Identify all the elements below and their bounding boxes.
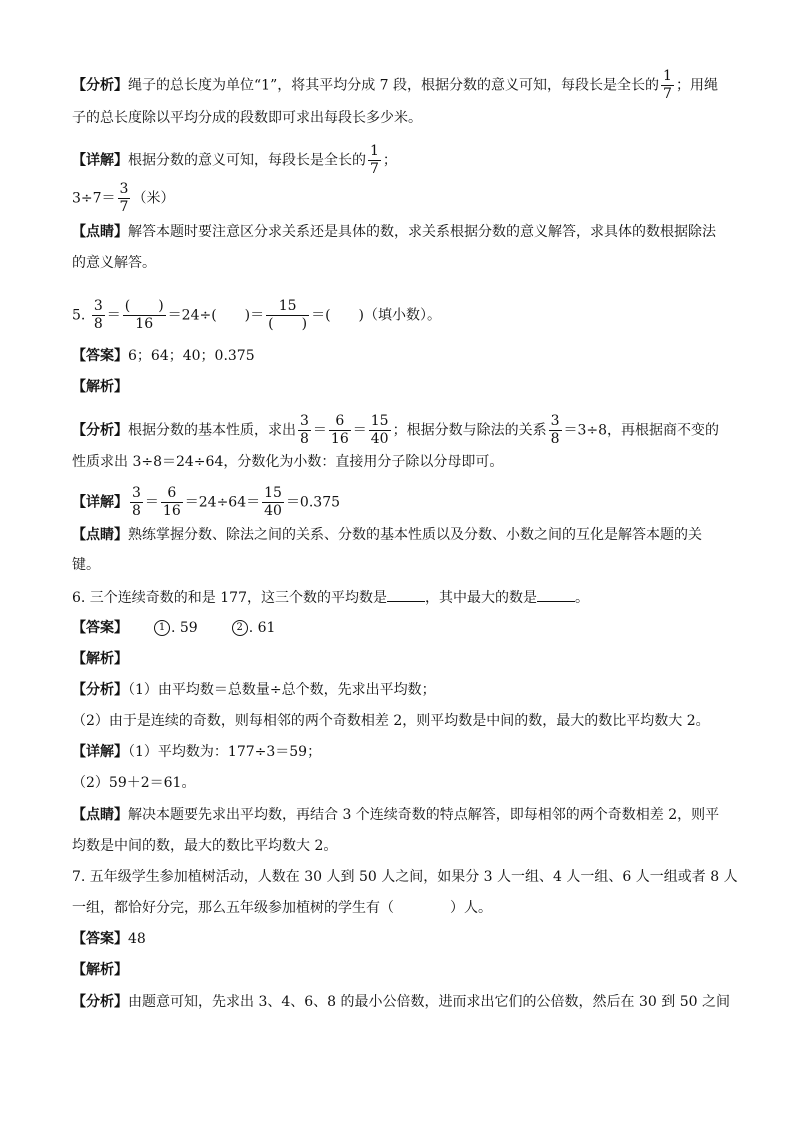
equals: ＝ [312,422,327,439]
fraction: $\frac{15}{40}$ [264,485,282,519]
tag-analysis: 【分析】 [72,682,128,698]
text: ＝0.375 [285,494,341,511]
equals: ＝ [106,307,121,324]
equals: ＝ [352,422,367,439]
tag-analysis: 【分析】 [72,422,128,439]
fraction: $\frac{3}{8}$ [93,298,103,332]
tag-answer: 【答案】 [72,348,128,364]
text: 解决本题要先求出平均数，再结合 3 个连续奇数的特点解答，即每相邻的两个奇数相差 2，则平 [128,807,720,823]
question-7-line-2: 一组，都恰好分完，那么五年级参加植树的学生有（ ）人。 [72,900,492,916]
fraction: $\frac{1}{7}$ [370,143,379,177]
detail-line-6 [72,742,321,762]
tag-jiexi: 【解析】 [72,651,128,667]
circled-number: 2 [232,620,248,636]
analysis-line-6 [72,680,436,700]
dianjing-line-6 [72,805,719,825]
tag-detail: 【详解】 [72,494,128,511]
answer-value: . 59 [171,620,198,636]
fraction: $\frac{3}{8}$ [132,485,141,519]
answer-value: . 61 [248,620,276,636]
tag-jiexi: 【解析】 [72,962,128,978]
tag-analysis: 【分析】 [72,994,128,1010]
equals: ＝ [144,494,159,511]
analysis-line-2: 子的总长度除以平均分成的段数即可求出每段长多少米。 [72,110,422,126]
fraction: $\frac{3}{8}$ [300,413,309,447]
answer-value: 6；64；40；0.375 [128,348,255,364]
answer-line-6 [72,618,275,638]
text: （1）由平均数＝总数量÷总个数，先求出平均数； [128,682,436,698]
text: ； [382,152,397,169]
text: ＝( )（填小数）。 [311,307,442,324]
fraction: $\frac{6}{16}$ [162,485,181,519]
dianjing-line-6-2: 均数是中间的数，最大的数比平均数大 2。 [72,838,338,854]
text: ；根据分数与除法的关系 [392,422,547,439]
tag-dianjing: 【点睛】 [72,807,128,823]
tag-detail: 【详解】 [72,744,128,760]
text: ＝3÷8，再根据商不变的 [563,422,720,439]
circled-number: 1 [154,620,170,636]
answer-value: 48 [128,931,146,947]
blank-line [387,587,425,602]
detail-line-5 [72,485,340,520]
text: （1）平均数为：177÷3＝59； [128,744,322,760]
text: （米） [132,190,175,207]
answer-line-5 [72,346,255,366]
text: ＝24÷64＝ [184,494,261,511]
dianjing-line-5-2: 键。 [72,557,100,573]
text: 熟练掌握分数、除法之间的关系、分数的基本性质以及分数、小数之间的互化是解答本题的关 [128,527,702,543]
question-number: 5. [72,307,86,324]
text: ；用绳 [675,77,718,94]
dianjing-line-2: 的意义解答。 [72,255,156,271]
dianjing-line-5 [72,525,702,545]
question-5 [72,298,441,333]
tag-answer: 【答案】 [72,620,128,636]
analysis-line-6-2: （2）由于是连续的奇数，则每相邻的两个奇数相差 2，则平均数是中间的数，最大的数比平均数大 2。 [72,713,710,729]
blank-line [537,587,575,602]
dianjing-line [72,222,716,242]
tag-jiexi: 【解析】 [72,379,128,395]
analysis-line-5-2: 性质求出 3÷8＝24÷64，分数化为小数：直接用分子除以分母即可。 [72,454,504,470]
text: 根据分数的基本性质，求出 [128,422,296,439]
text: 根据分数的意义可知，每段长是全长的 [128,152,366,169]
text: 6. 三个连续奇数的和是 177，这三个数的平均数是 [72,590,387,606]
analysis-line-5 [72,413,719,448]
text: 3÷7＝ [72,190,116,207]
tag-dianjing: 【点睛】 [72,224,128,240]
fraction-blank: $\frac{( )}{16}$ [124,298,164,332]
fraction: $\frac{1}{7}$ [663,68,672,102]
tag-detail: 【详解】 [72,152,128,169]
analysis-line-7 [72,992,730,1012]
question-6 [72,587,589,608]
text: 。 [574,590,589,606]
text: 绳子的总长度为单位“1”，将其平均分成 7 段，根据分数的意义可知，每段长是全长的 [128,77,660,94]
tag-answer: 【答案】 [72,931,128,947]
text: ，其中最大的数是 [424,590,537,606]
fraction: $\frac{3}{8}$ [550,413,560,447]
text: ＝24÷( )＝ [167,307,265,324]
fraction-blank: $\frac{15}{( )}$ [268,298,308,332]
text: 解答本题时要注意区分求关系还是具体的数，求关系根据分数的意义解答，求具体的数根据除法 [128,224,716,240]
answer-line-7 [72,929,146,949]
tag-analysis: 【分析】 [72,77,128,94]
analysis-line [72,68,718,103]
detail-line [72,143,397,178]
text: 由题意可知，先求出 3、4、6、8 的最小公倍数，进而求出它们的公倍数，然后在 30 到 50 之间 [128,994,730,1010]
calc-line [72,181,174,216]
fraction: $\frac{6}{16}$ [330,413,349,447]
question-7: 7. 五年级学生参加植树活动，人数在 30 人到 50 人之间，如果分 3 人一组、4 人一组、6 人一组或者 8 人 [72,869,738,885]
tag-dianjing: 【点睛】 [72,527,128,543]
detail-line-6-2: （2）59＋2＝61。 [72,775,196,791]
fraction: $\frac{15}{40}$ [370,413,389,447]
fraction: $\frac{3}{7}$ [119,181,129,215]
